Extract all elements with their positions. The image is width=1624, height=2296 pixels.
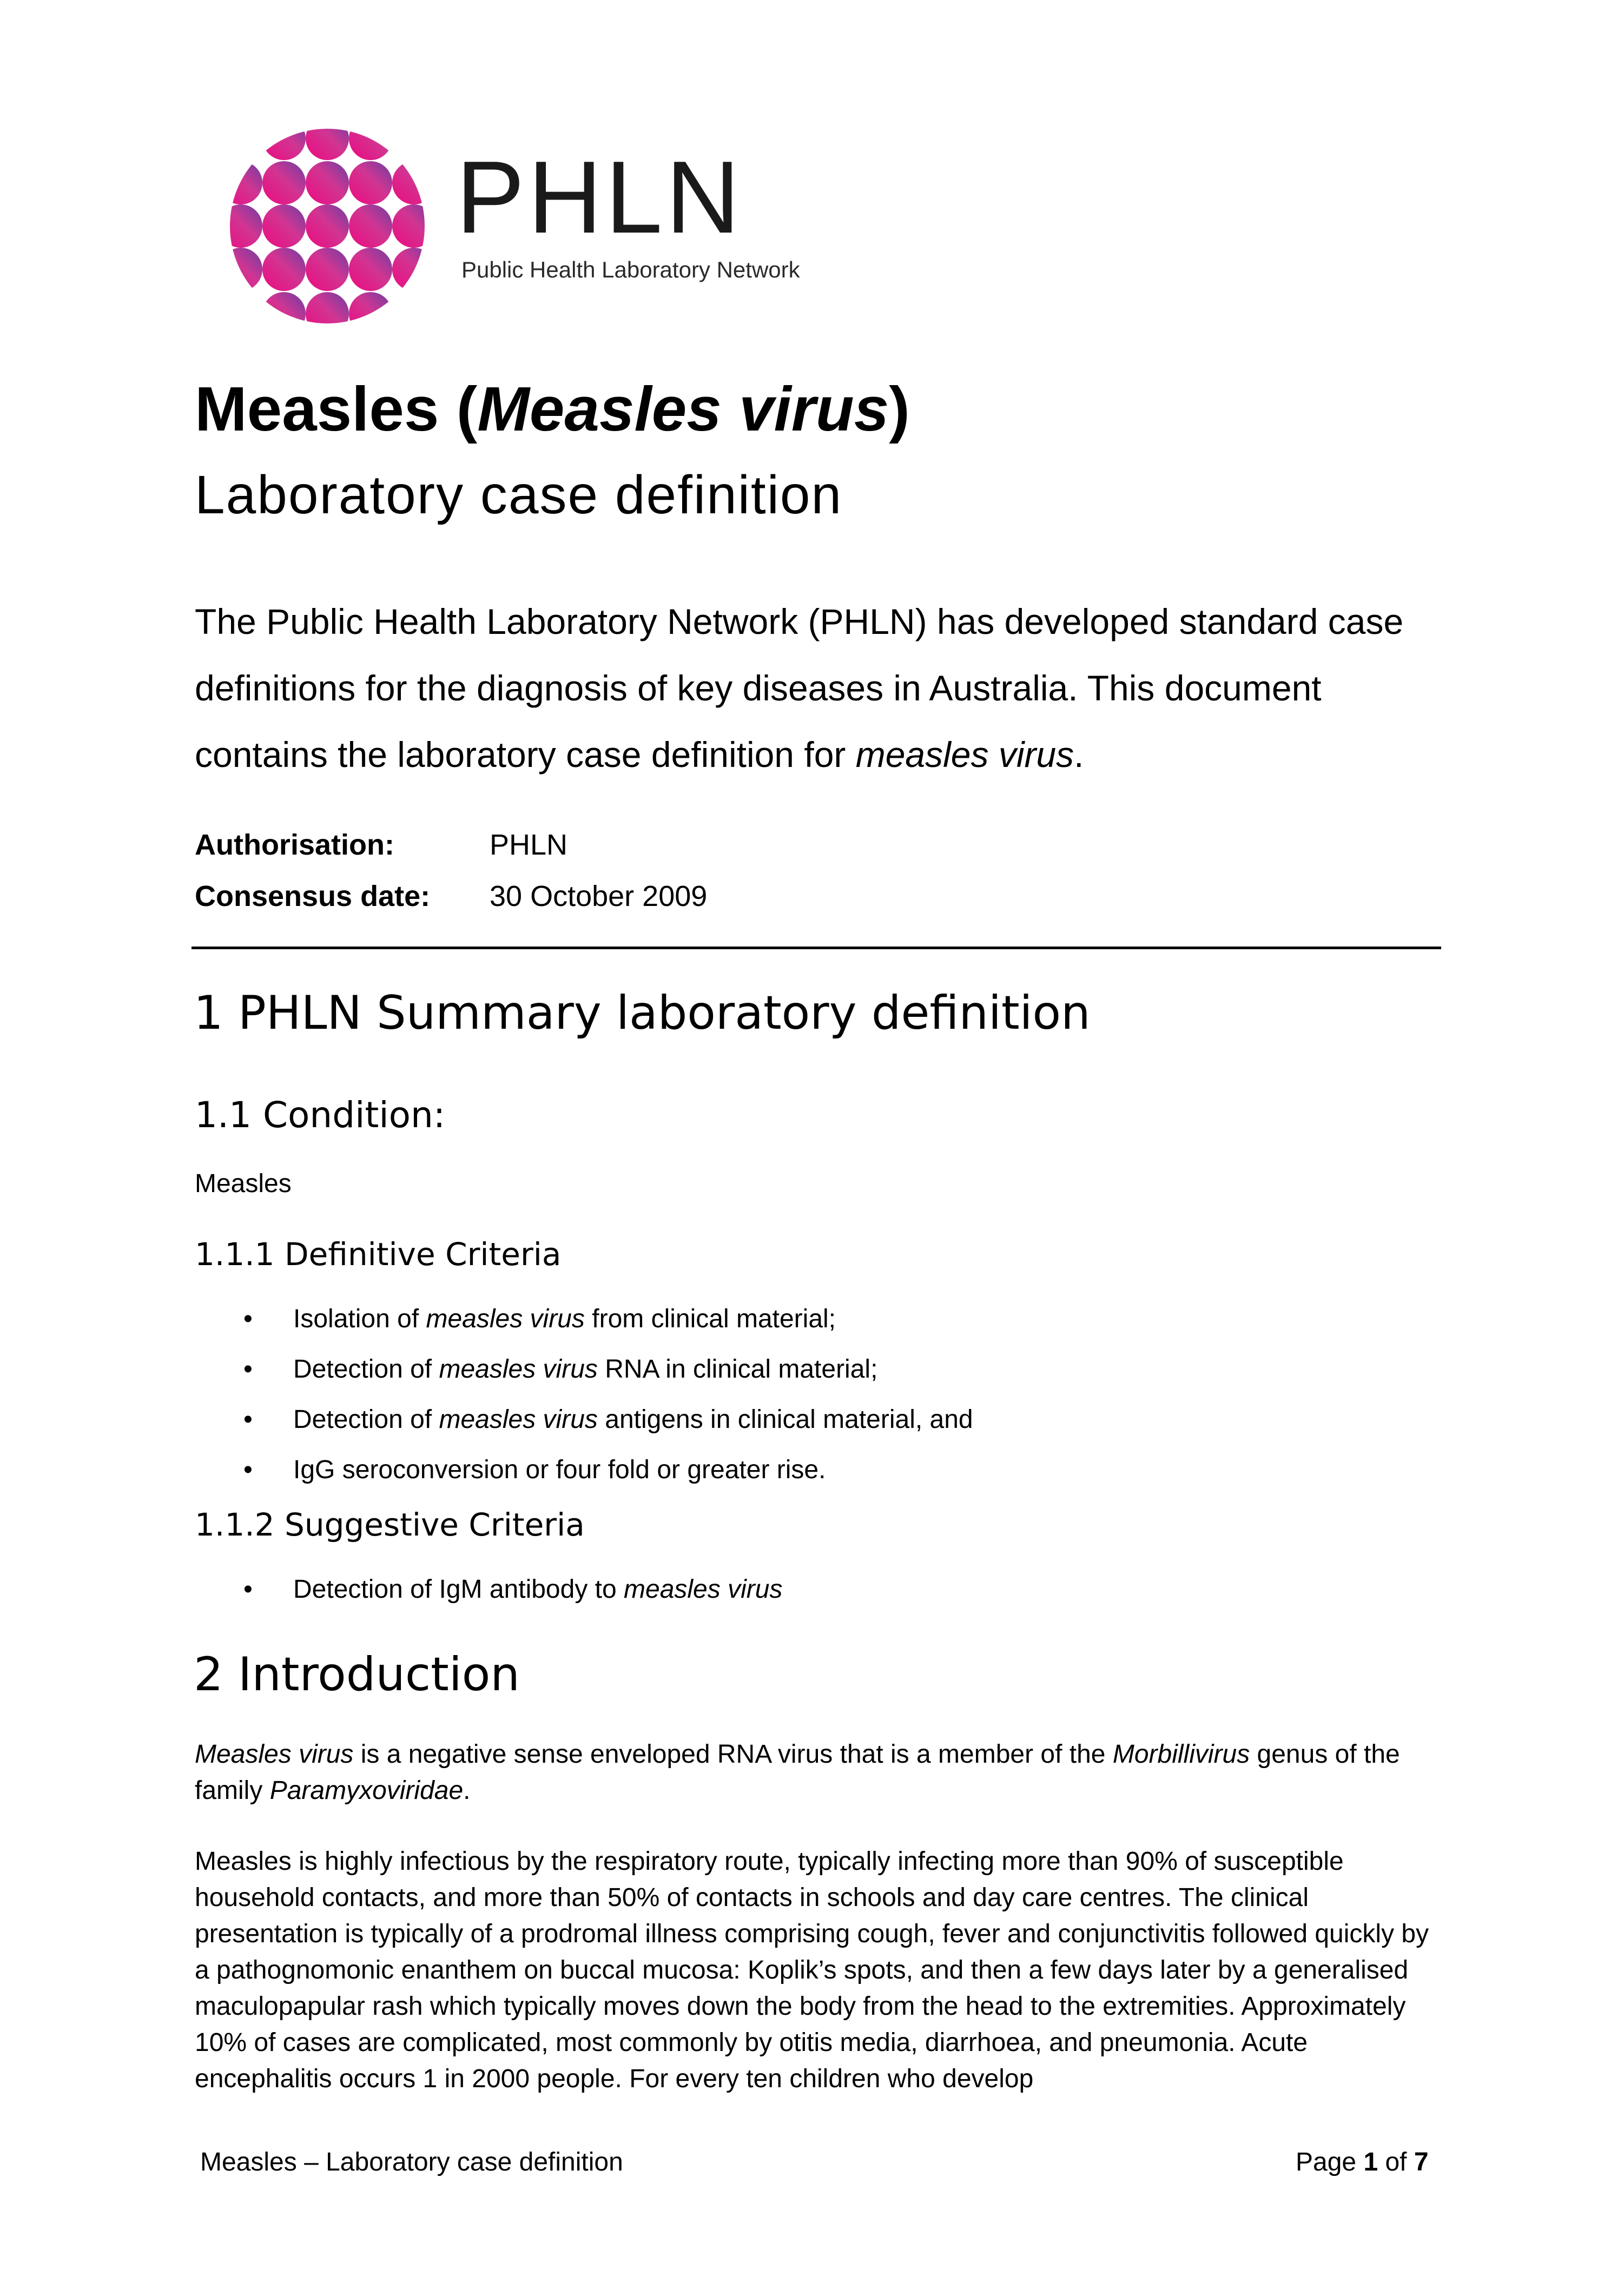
title-italic: Measles virus [477, 374, 889, 444]
document-title: Measles (Measles virus) [195, 374, 910, 444]
suggestive-criteria-list [243, 1574, 782, 1624]
list-item: • Detection of measles virus RNA in clinical material; [243, 1354, 973, 1404]
footer-page-number: Page 1 of 7 [1296, 2148, 1429, 2176]
bullet-icon: • [243, 1405, 253, 1434]
heading-condition: 1.1 Condition: [195, 1094, 446, 1136]
bullet-icon: • [243, 1455, 253, 1484]
logo-dot-cluster-icon [230, 129, 425, 323]
authorisation-value: PHLN [490, 829, 568, 861]
authorisation-label: Authorisation: [195, 829, 394, 861]
authorisation-row [195, 828, 567, 863]
list-item: • Isolation of measles virus from clinical material; [243, 1304, 973, 1354]
list-item: • Detection of measles virus antigens in clinical material, and [243, 1404, 973, 1454]
phln-logo [230, 129, 425, 323]
document-subtitle: Laboratory case definition [195, 465, 843, 525]
introduction-paragraph-1: Measles virus is a negative sense enveloped RNA virus that is a member of the Morbillivirus genus of the family Paramyxoviridae. [195, 1740, 1400, 1805]
definitive-criteria-list [243, 1304, 973, 1505]
heading-suggestive-criteria: 1.1.2 Suggestive Criteria [195, 1506, 585, 1543]
heading-introduction: 2 Introduction [194, 1647, 520, 1702]
condition-text: Measles [195, 1169, 292, 1198]
footer-document-title: Measles – Laboratory case definition [200, 2148, 623, 2176]
bullet-icon: • [243, 1355, 253, 1384]
list-item: • IgG seroconversion or four fold or greater rise. [243, 1454, 973, 1505]
logo-wordmark: PHLN [456, 140, 743, 255]
horizontal-divider [192, 947, 1441, 949]
heading-summary: 1 PHLN Summary laboratory definition [194, 986, 1091, 1040]
bullet-icon: • [243, 1575, 253, 1604]
consensus-date-label: Consensus date: [195, 880, 431, 912]
consensus-date-value: 30 October 2009 [490, 880, 708, 912]
logo-tagline: Public Health Laboratory Network [461, 257, 800, 282]
consensus-date-row [195, 879, 707, 914]
introduction-paragraph-2: Measles is highly infectious by the respiratory route, typically infecting more than 90% of susceptible household contacts, and more than 50% of contacts in schools and day care centres. The clinical presentation is typically of a prodromal illness comprising cough, fever and conjunctivitis followed quickly by a pathognomonic enanthem on buccal mucosa: Koplik’s spots, and then a few days later by a generalised maculopapular rash which typically moves down the body from the head to the extremities. Approximately 10% of cases are complicated, most commonly by otitis media, diarrhoea, and pneumonia. Acute encephalitis occurs 1 in 2000 people. For every ten children who develop [195, 1847, 1429, 2093]
bullet-icon: • [243, 1305, 253, 1333]
list-item: • Detection of IgM antibody to measles virus [243, 1574, 782, 1624]
heading-definitive-criteria: 1.1.1 Definitive Criteria [195, 1236, 562, 1273]
intro-paragraph: The Public Health Laboratory Network (PHLN) has developed standard case definitions for the diagnosis of key diseases in Australia. This document contains the laboratory case definition for measles virus. [195, 601, 1404, 775]
